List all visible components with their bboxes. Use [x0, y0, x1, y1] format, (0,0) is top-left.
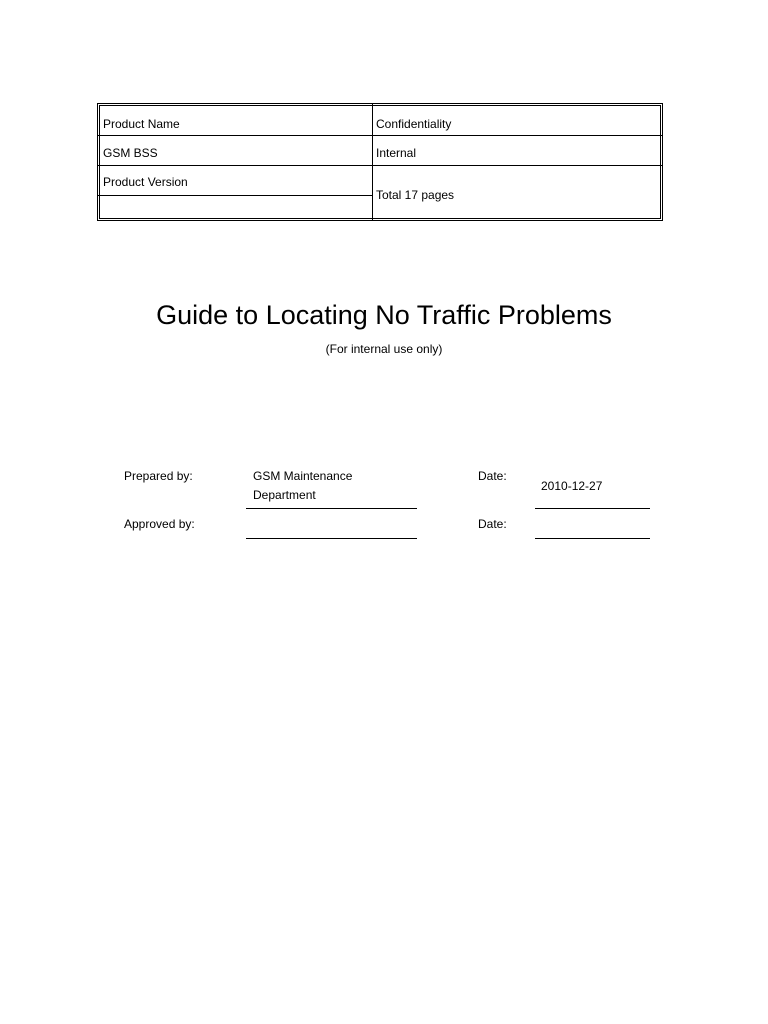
document-info-table [97, 103, 663, 221]
approved-by-signature-line [246, 538, 417, 539]
row-divider [97, 165, 663, 166]
row-divider [97, 135, 663, 136]
prepared-by-signature-line [246, 508, 417, 509]
approved-date-label: Date: [478, 517, 507, 531]
product-version-label: Product Version [103, 175, 188, 189]
confidentiality-label: Confidentiality [376, 117, 452, 131]
row-divider [97, 195, 373, 196]
document-subtitle: (For internal use only) [325, 342, 443, 356]
document-title: Guide to Locating No Traffic Problems [156, 300, 612, 330]
product-name-value: GSM BSS [103, 146, 158, 160]
product-name-label: Product Name [103, 117, 180, 131]
prepared-by-value-line1: GSM Maintenance [253, 469, 353, 483]
prepared-by-value-line2: Department [253, 488, 316, 502]
prepared-by-label: Prepared by: [124, 469, 193, 483]
approved-date-line [535, 538, 650, 539]
prepared-date-line [535, 508, 650, 509]
confidentiality-value: Internal [376, 146, 417, 160]
prepared-date-value: 2010-12-27 [541, 479, 603, 493]
approved-by-label: Approved by: [124, 517, 195, 531]
page-count: Total 17 pages [376, 188, 455, 202]
prepared-date-label: Date: [478, 469, 507, 483]
column-divider [372, 103, 373, 221]
